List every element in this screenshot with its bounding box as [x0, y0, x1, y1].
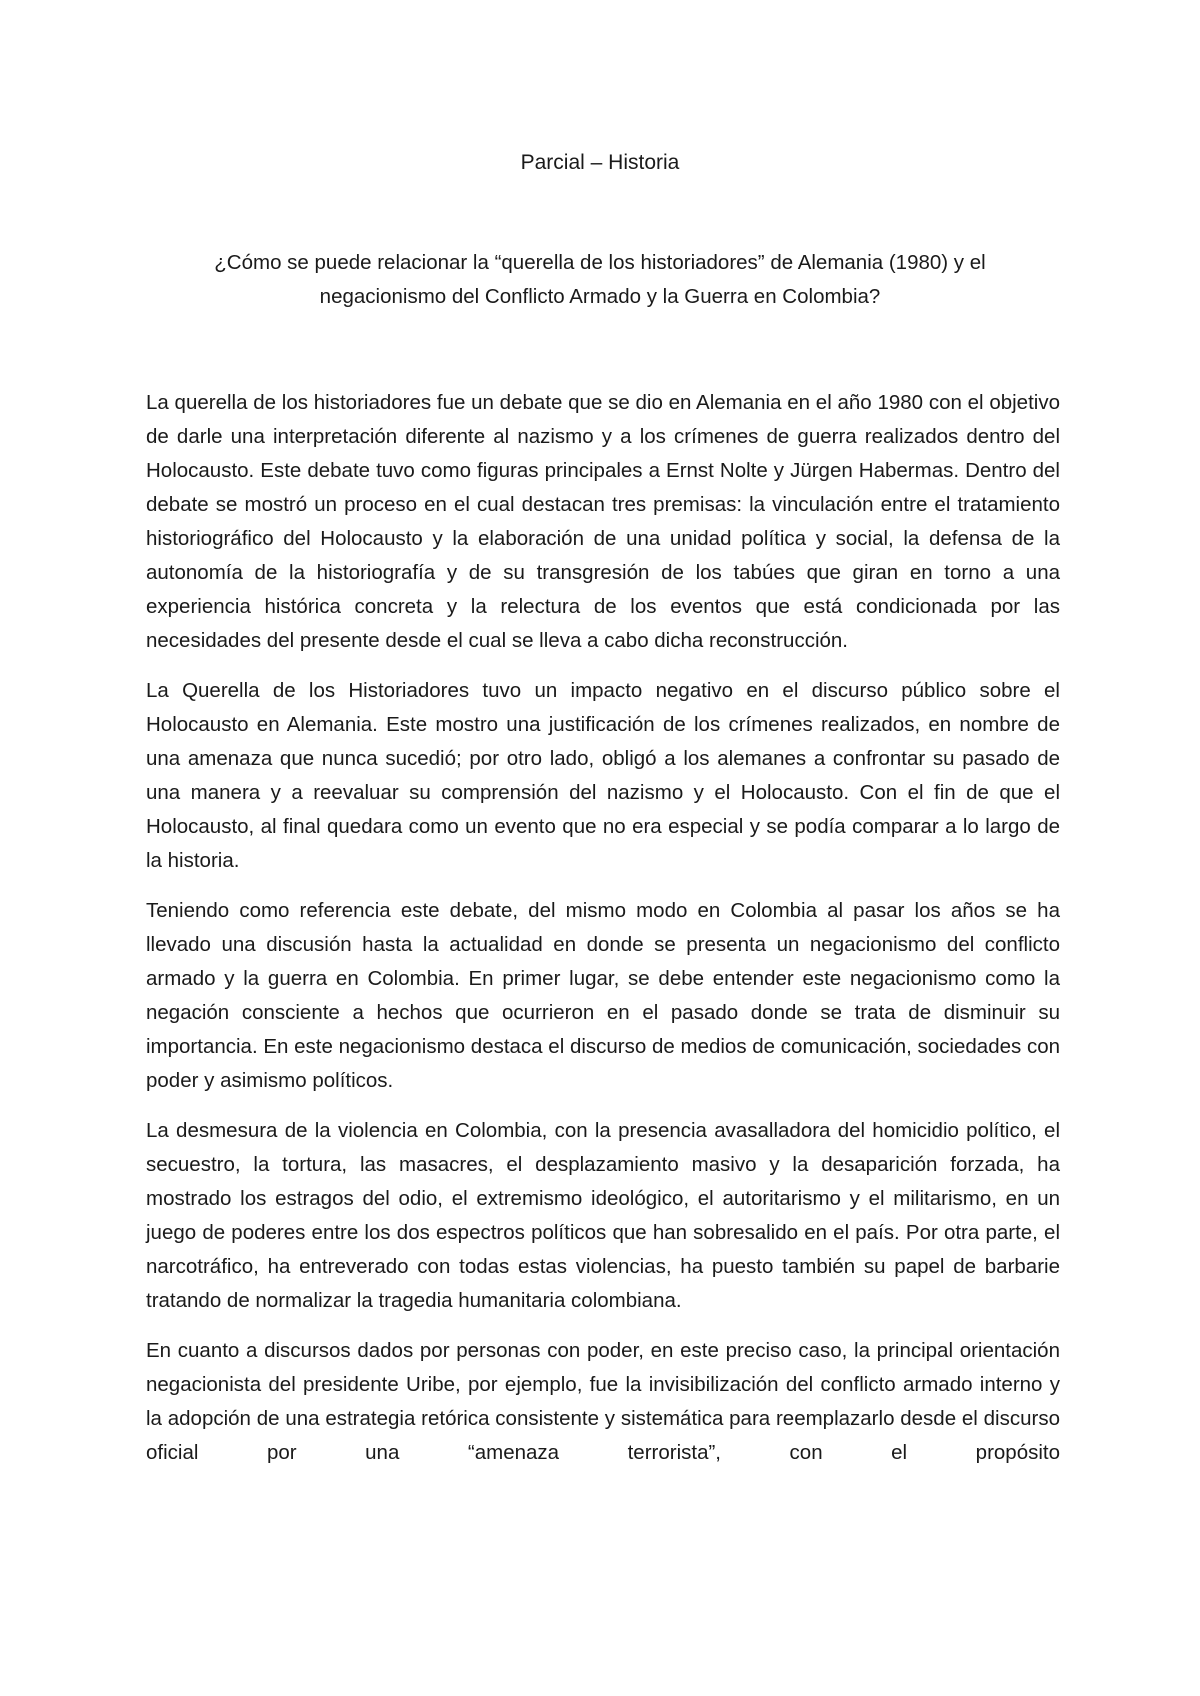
- paragraph: La querella de los historiadores fue un debate que se dio en Alemania en el año 1980 con el objetivo de darle una interpretación diferente al nazismo y a los crímenes de guerra realizados dentro del Holocausto. Este debate tuvo como figuras principales a Ernst Nolte y Jürgen Habermas. Dentro del debate se mostró un proceso en el cual destacan tres premisas: la vinculación entre el tratamiento historiográfico del Holocausto y la elaboración de una unidad política y social, la defensa de la autonomía de la historiografía y de su transgresión de los tabúes que giran en torno a una experiencia histórica concreta y la relectura de los eventos que está condicionada por las necesidades del presente desde el cual se lleva a cabo dicha reconstrucción.: [146, 391, 1060, 652]
- paragraph: Teniendo como referencia este debate, del mismo modo en Colombia al pasar los años se ha llevado una discusión hasta la actualidad en donde se presenta un negacionismo del conflicto armado y la guerra en Colombia. En primer lugar, se debe entender este negacionismo como la negación consciente a hechos que ocurrieron en el pasado donde se trata de disminuir su importancia. En este negacionismo destaca el discurso de medios de comunicación, sociedades con poder y asimismo políticos.: [146, 899, 1060, 1092]
- paragraph: La desmesura de la violencia en Colombia, con la presencia avasalladora del homicidio político, el secuestro, la tortura, las masacres, el desplazamiento masivo y la desaparición forzada, ha mostrado los estragos del odio, el extremismo ideológico, el autoritarismo y el militarismo, en un juego de poderes entre los dos espectros políticos que han sobresalido en el país. Por otra parte, el narcotráfico, ha entreverado con todas estas violencias, ha puesto también su papel de barbarie tratando de normalizar la tragedia humanitaria colombiana.: [146, 1119, 1060, 1312]
- document-body: [146, 386, 1060, 1486]
- document-question: ¿Cómo se puede relacionar la “querella de los historiadores” de Alemania (1980) y el negacionismo del Conflicto Armado y la Guerra en Colombia?: [214, 251, 986, 308]
- paragraph: La Querella de los Historiadores tuvo un impacto negativo en el discurso público sobre el Holocausto en Alemania. Este mostro una justificación de los crímenes realizados, en nombre de una amenaza que nunca sucedió; por otro lado, obligó a los alemanes a confrontar su pasado de una manera y a reevaluar su comprensión del nazismo y el Holocausto. Con el fin de que el Holocausto, al final quedara como un evento que no era especial y se podía comparar a lo largo de la historia.: [146, 679, 1060, 872]
- paragraph: En cuanto a discursos dados por personas con poder, en este preciso caso, la principal orientación negacionista del presidente Uribe, por ejemplo, fue la invisibilización del conflicto armado interno y la adopción de una estrategia retórica consistente y sistemática para reemplazarlo desde el discurso oficial por una “amenaza terrorista”, con el propósito: [146, 1339, 1060, 1464]
- document-title: Parcial – Historia: [520, 151, 680, 174]
